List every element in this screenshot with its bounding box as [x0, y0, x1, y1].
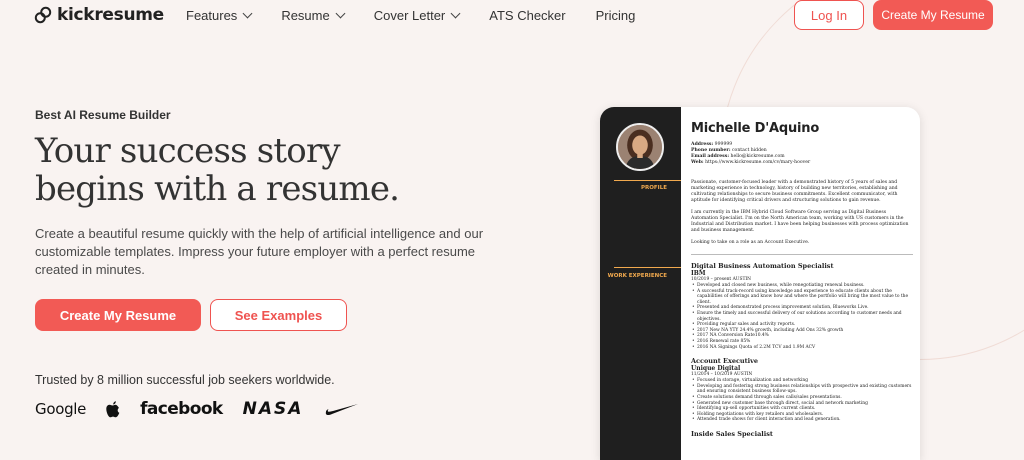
menu-ats-checker[interactable] [489, 8, 565, 23]
bullet-item: • A successful track-record using knowledge and experience to educate clients about the capabilities of offerings and know how and where the portfolio will bring the most value to the client. [697, 289, 913, 306]
menu-pricing-label: Pricing [595, 8, 636, 23]
logo-icon [34, 6, 52, 24]
bullet-item: • Identifying up-sell opportunities with current clients. [697, 406, 913, 412]
top-navigation [0, 0, 1024, 34]
create-resume-nav-button[interactable]: Create My Resume [873, 0, 993, 30]
bullet-item: • Ensure the timely and successful delivery of our solutions according to customer needs and objectives. [697, 311, 913, 322]
bullet-item: • 2016 Renewal rate 85% [697, 339, 913, 345]
bullet-item: • Attended trade shows for client interaction and lead generation. [697, 417, 913, 423]
bullet-item: • Developed and closed new business, while renegotiating renewal business. [697, 283, 913, 289]
bullet-item: • Focused in storage, virtualization and networking [697, 378, 913, 384]
menu-resume[interactable] [281, 8, 343, 23]
menu-features[interactable] [186, 8, 251, 23]
resume-sidebar [600, 107, 681, 460]
headline-line-1: Your success story [35, 131, 340, 171]
main-menu [186, 8, 665, 23]
bullet-item: • 2017 NA Conversion Rate10.4% [697, 333, 913, 339]
trusted-text: Trusted by 8 million successful job seekers worldwide. [35, 373, 335, 387]
bullet-item: • Holding negotiations with key retailers and wholesalers. [697, 412, 913, 418]
logo[interactable] [34, 5, 164, 25]
menu-cover-letter-label: Cover Letter [373, 8, 446, 23]
menu-features-label: Features [186, 8, 238, 23]
contact-block [691, 142, 913, 166]
google-logo: Google [35, 400, 87, 418]
contact-value: 999999 [714, 142, 733, 147]
bullet-item: • Generated new customer base through direct, social and network marketing [697, 401, 913, 407]
hero-description: Create a beautiful resume quickly with the help of artificial intelligence and our customizable templates. Impress your future employer with a perfect resume created in minutes. [35, 226, 484, 277]
portrait-image [618, 125, 662, 169]
apple-logo-icon [106, 401, 120, 418]
resume-name: Michelle D'Aquino [691, 121, 820, 136]
job-company: IBM [691, 270, 706, 277]
create-resume-button[interactable]: Create My Resume [35, 299, 201, 331]
work-divider [614, 267, 681, 268]
menu-resume-label: Resume [281, 8, 330, 23]
bullet-item: • 2016 NA Signings Quota of 2.2M TCV and 1.9M ACV [697, 345, 913, 351]
menu-cover-letter[interactable] [374, 8, 460, 23]
menu-ats-checker-label: ATS Checker [489, 8, 566, 23]
chevron-down-icon [451, 9, 461, 19]
profile-section-label: PROFILE [640, 185, 667, 191]
headline-line-2: begins with a resume. [35, 169, 400, 209]
hero-eyebrow: Best AI Resume Builder [35, 108, 171, 122]
section-divider [691, 254, 913, 255]
see-examples-button[interactable]: See Examples [210, 299, 347, 331]
job-title: Digital Business Automation Specialist [691, 262, 834, 270]
bullet-item: • Create solutions demand through sales calls/sales presentations. [697, 395, 913, 401]
contact-value: hello@kickresume.com [730, 154, 785, 159]
bullet-item: • Presented and demonstrated process improvement solution, Blueworks Live. [697, 305, 913, 311]
job-company: Unique Digital [691, 365, 741, 373]
resume-content [691, 121, 913, 438]
nasa-logo: NASA [242, 399, 304, 419]
job-meta: 10/2019 – present AUSTIN [691, 277, 751, 282]
work-section-label: WORK EXPERIENCE [607, 273, 667, 279]
brand-logos [35, 399, 359, 419]
profile-divider [614, 180, 681, 181]
resume-preview-card [600, 107, 920, 460]
job-bullets [697, 378, 913, 423]
brand-name: kickresume [57, 5, 164, 25]
profile-paragraph: Passionate, customer-focused leader with a demonstrated history of 5 years of sales and marketing experience in technology, history of building new territories, establishing and cultivating relationships to secure business commitments. Excellent communicator, with aptitude for identifying critical drivers and structuring solutions to gain revenue. [691, 180, 898, 203]
avatar [616, 123, 664, 171]
nike-swoosh-icon [325, 402, 359, 416]
contact-label: Web: [691, 160, 704, 165]
job-bullets [697, 283, 913, 350]
job-title: Inside Sales Specialist [691, 429, 773, 438]
chevron-down-icon [243, 9, 253, 19]
contact-value: https://www.kickresume.com/cv/mary-hoover [705, 160, 811, 165]
contact-label: Address: [691, 142, 714, 147]
chevron-down-icon [335, 9, 345, 19]
contact-label: Email address: [691, 154, 730, 159]
profile-paragraph: I am currently in the IBM Hybrid Cloud Software Group serving as Digital Business Automation Specialist. I'm on the North American team, working with US customers in the Industrial and Distribution market. I have been helping businesses with process optimization and business management. [691, 210, 909, 233]
job-title: Account Executive [691, 357, 759, 366]
bullet-item: • Providing regular sales and activity reports. [697, 322, 913, 328]
login-button[interactable]: Log In [794, 0, 864, 30]
bullet-item: • Developing and fostering strong business relationships with prospective and existing customers and ensuring consistent business follow-ups. [697, 384, 913, 395]
contact-row [691, 160, 913, 166]
facebook-logo: facebook [140, 399, 223, 419]
contact-label: Phone number: [691, 148, 731, 153]
job-meta: 11/2014 – 10/2019 AUSTIN [691, 372, 753, 378]
contact-value: contact hidden [731, 148, 767, 153]
menu-pricing[interactable] [596, 8, 636, 23]
profile-paragraph: Looking to take on a role as an Account Executive. [691, 240, 810, 245]
hero-headline [35, 132, 399, 208]
bullet-item: • 2017 New NA YTY 24.4% growth, including Add Ons 32% growth [697, 328, 913, 334]
